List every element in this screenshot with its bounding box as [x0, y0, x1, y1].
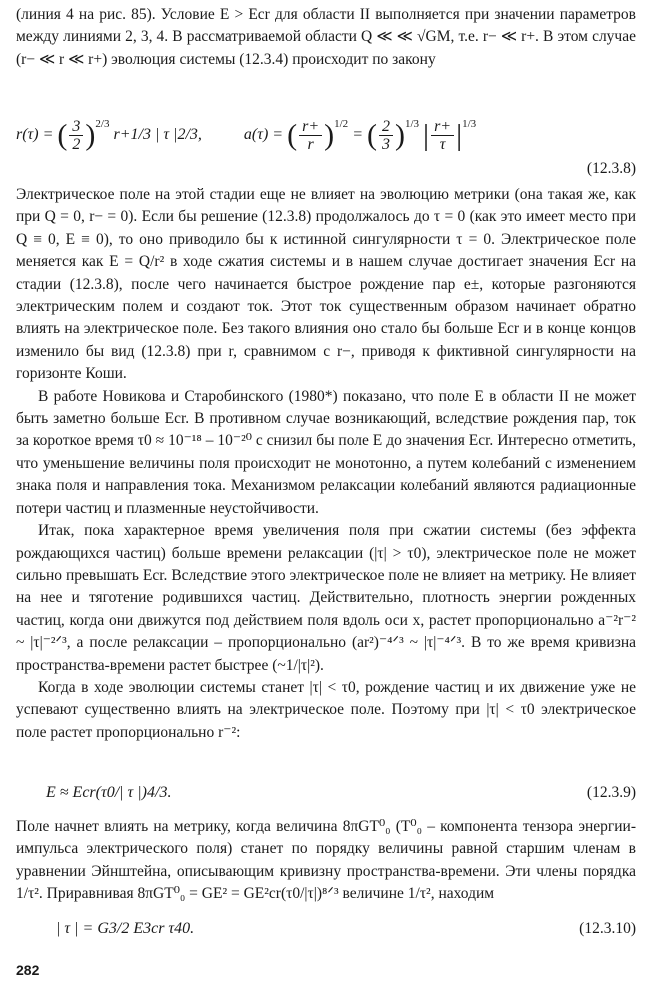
- equation-12-3-9: [16, 784, 636, 802]
- page-number: 282: [16, 962, 40, 978]
- a-frac1-num: r+: [299, 118, 322, 136]
- equation-12-3-9-formula: E ≈ Ecr(τ0/| τ |)4/3.: [46, 784, 172, 801]
- a-exp1: 1/2: [334, 118, 349, 131]
- equation-12-3-10-formula: | τ | = G3/2 E3cr τ40.: [56, 920, 195, 937]
- a-exp2: 1/3: [404, 118, 420, 131]
- equation-12-3-10: [16, 920, 636, 938]
- a-frac2-num: 2: [379, 118, 393, 136]
- equation-12-3-8: r(τ) = ( $\frac{3}{2}$ )$^{2/3}$ r+1/3 | τ |2/3, a(τ) = ( $\frac{r+}{r}$ )$^{1/2}$ = ( $\frac{2}{3}$ )$^{1/3}$ | $\frac{r+}{\tau}$ $|^{1/3}$: [16, 118, 477, 153]
- a-exp3: 1/3: [462, 118, 477, 131]
- equation-12-3-10-number: (12.3.10): [579, 920, 636, 937]
- r-frac-den: 2: [72, 136, 81, 153]
- top-paragraph: [16, 4, 636, 71]
- paragraph-3: Итак, пока характерное время увеличения поля при сжатии системы (без эффекта рождающихся частиц) больше времени релаксации (|τ| > τ0), электрическое поле не может сильно превышать Ecr. Вследствие этого электрическое поле не влияет на метрику. Не влияет на нее и тяготение родившихся частиц. Действительно, плотность энергии рожденных частиц, когда они движутся под действием поля вдоль оси x, растет пропорционально a⁻²r⁻² ~ |τ|⁻²ᐟ³, а после релаксации – пропорционально (ar²)⁻⁴ᐟ³ ~ |τ|⁻⁴ᐟ³. В то же время кривизна пространства-времени растет быстрее (~1/|τ|²).: [16, 522, 636, 674]
- paragraph-4: Когда в ходе эволюции системы станет |τ| < τ0, рождение частиц и их движение уже не успевают существенно влиять на электрическое поле. Поэтому при |τ| < τ0 электрическое поле растет пропорционально r⁻²:: [16, 678, 636, 741]
- top-text: (линия 4 на рис. 85). Условие E > Ecr для области II выполняется при значении параметров между линиями 2, 3, 4. В рассматриваемой области Q ≪ ≪ √GM, т.е. r− ≪ r+. В этом случае (r− ≪ r ≪ r+) эволюция системы (12.3.4) происходит по закону: [16, 6, 636, 68]
- a-eq: =: [352, 126, 363, 144]
- r-frac-num: 3: [69, 118, 83, 136]
- r-lhs: r(τ) =: [16, 126, 54, 144]
- paragraph-5-block: [16, 816, 636, 906]
- r-exp: 2/3: [95, 118, 110, 131]
- a-frac3-den: τ: [439, 136, 446, 153]
- paragraph-5: Поле начнет влиять на метрику, когда величина 8πGT⁰₀ (T⁰₀ – компонента тензора энергии-импульса электрического поля) станет по порядку величины равной старшим членам в уравнении Эйнштейна, описывающим кривизну пространства-времени. Эти члены порядка 1/τ². Приравнивая 8πGT⁰₀ = GE² = GE²cr(τ0/|τ|)⁸ᐟ³ величине 1/τ², находим: [16, 818, 636, 903]
- paragraph-2: В работе Новикова и Старобинского (1980*) показано, что поле E в области II не может быть заметно больше Ecr. В противном случае возникающий, вследствие рождения пар, ток за короткое время τ0 ≈ 10⁻¹⁸ – 10⁻²⁰ c снизил бы поле E до значения Ecr. Интересно отметить, что уменьшение величины поля происходит не монотонно, а путем колебаний с изменением знака поля и направления тока. Механизмом релаксации колебаний являются радиационные потери частиц и плазменные неустойчивости.: [16, 387, 636, 517]
- a-frac1-den: r: [307, 136, 314, 153]
- a-frac3-num: r+: [431, 118, 454, 136]
- a-frac2-den: 3: [381, 136, 390, 153]
- equation-12-3-8-number: (12.3.8): [586, 160, 636, 177]
- a-lhs: a(τ) =: [243, 126, 284, 144]
- equation-12-3-9-number: (12.3.9): [586, 784, 636, 801]
- body-paragraphs: [16, 184, 636, 744]
- r-tail: r+1/3 | τ |2/3,: [113, 126, 202, 144]
- paragraph-1: Электрическое поле на этой стадии еще не влияет на эволюцию метрики (она такая же, как при Q = 0, r− = 0). Если бы решение (12.3.8) продолжалось до τ = 0 (как это имеет место при Q ≡ 0, E ≡ 0), то оно приводило бы к истинной сингулярности τ = 0. Электрическое поле меняется как E = Q/r² в ходе сжатия системы и в нашем случае достигает значения Ecr на стадии (12.3.8), после чего начинается быстрое рождение пар e±, которые разгоняются электрическим полем и создают ток. Этот ток существенным образом начинает обратно влиять на электрическое поле. Без такого влияния оно стало бы больше Ecr и в конце концов изменило бы вид (12.3.8) при r, сравнимом с r−, приводя к фиктивной сингулярности на горизонте Коши.: [16, 186, 636, 383]
